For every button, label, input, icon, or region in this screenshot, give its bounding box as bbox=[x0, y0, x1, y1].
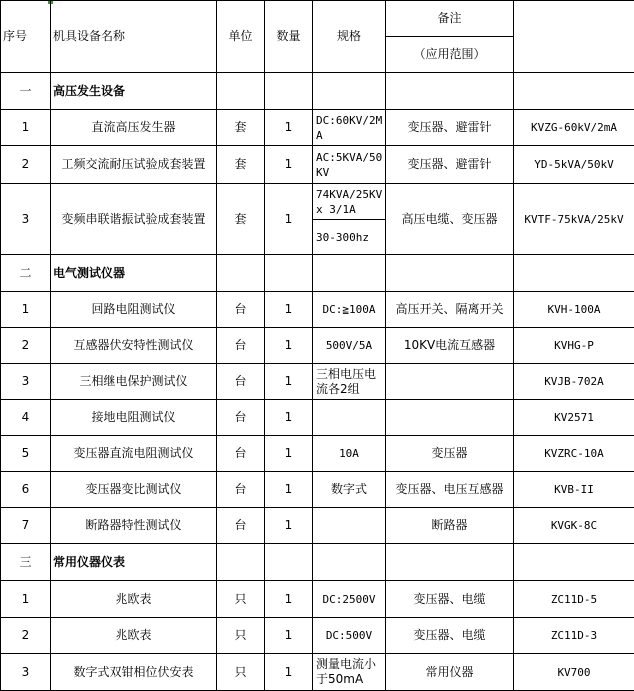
table-row bbox=[1, 184, 634, 220]
empty-cell bbox=[265, 255, 313, 292]
row-unit: 台 bbox=[217, 364, 265, 400]
empty-cell bbox=[386, 544, 514, 581]
row-index: 3 bbox=[1, 184, 51, 255]
row-qty: 1 bbox=[265, 292, 313, 328]
table-row bbox=[1, 472, 634, 508]
row-spec: DC:60KV/2MA bbox=[313, 110, 386, 146]
row-model: KVH-100A bbox=[514, 292, 634, 328]
row-index: 2 bbox=[1, 618, 51, 654]
section-row bbox=[1, 255, 634, 292]
empty-cell bbox=[217, 544, 265, 581]
row-model: KVB-II bbox=[514, 472, 634, 508]
table-row bbox=[1, 292, 634, 328]
table-row bbox=[1, 146, 634, 184]
row-model: KVHG-P bbox=[514, 328, 634, 364]
row-model: KVJB-702A bbox=[514, 364, 634, 400]
row-index: 1 bbox=[1, 110, 51, 146]
table-row bbox=[1, 328, 634, 364]
empty-cell bbox=[313, 544, 386, 581]
table-row bbox=[1, 364, 634, 400]
table-row bbox=[1, 508, 634, 544]
row-name: 接地电阻测试仪 bbox=[51, 400, 217, 436]
row-note: 变压器、电缆 bbox=[386, 581, 514, 618]
row-spec: 500V/5A bbox=[313, 328, 386, 364]
row-qty: 1 bbox=[265, 400, 313, 436]
header-note-sub: （应用范围） bbox=[386, 37, 514, 73]
row-unit: 台 bbox=[217, 328, 265, 364]
row-note bbox=[386, 400, 514, 436]
row-name: 兆欧表 bbox=[51, 581, 217, 618]
section-title: 常用仪器仪表 bbox=[51, 544, 217, 581]
row-unit: 套 bbox=[217, 146, 265, 184]
row-note: 常用仪器 bbox=[386, 654, 514, 691]
row-spec: DC:500V bbox=[313, 618, 386, 654]
header-model bbox=[514, 1, 634, 73]
header-unit: 单位 bbox=[217, 1, 265, 73]
row-name: 断路器特性测试仪 bbox=[51, 508, 217, 544]
empty-cell bbox=[265, 544, 313, 581]
empty-cell bbox=[386, 255, 514, 292]
row-note: 变压器 bbox=[386, 436, 514, 472]
row-unit: 台 bbox=[217, 436, 265, 472]
row-index: 2 bbox=[1, 146, 51, 184]
section-number: 一 bbox=[1, 73, 51, 110]
row-unit: 套 bbox=[217, 184, 265, 255]
row-qty: 1 bbox=[265, 328, 313, 364]
row-unit: 只 bbox=[217, 581, 265, 618]
row-name: 工频交流耐压试验成套装置 bbox=[51, 146, 217, 184]
row-note: 10KV电流互感器 bbox=[386, 328, 514, 364]
row-unit: 台 bbox=[217, 472, 265, 508]
row-index: 7 bbox=[1, 508, 51, 544]
row-qty: 1 bbox=[265, 110, 313, 146]
row-index: 3 bbox=[1, 364, 51, 400]
row-spec: 测量电流小于50mA bbox=[313, 654, 386, 691]
header-spec: 规格 bbox=[313, 1, 386, 73]
row-spec bbox=[313, 400, 386, 436]
row-qty: 1 bbox=[265, 436, 313, 472]
row-unit: 台 bbox=[217, 508, 265, 544]
row-index: 6 bbox=[1, 472, 51, 508]
row-note: 变压器、电缆 bbox=[386, 618, 514, 654]
row-qty: 1 bbox=[265, 508, 313, 544]
row-note: 变压器、电压互感器 bbox=[386, 472, 514, 508]
row-note: 高压开关、隔离开关 bbox=[386, 292, 514, 328]
row-spec: 10A bbox=[313, 436, 386, 472]
row-name: 三相继电保护测试仪 bbox=[51, 364, 217, 400]
empty-cell bbox=[313, 73, 386, 110]
row-name: 互感器伏安特性测试仪 bbox=[51, 328, 217, 364]
row-model: YD-5kVA/50kV bbox=[514, 146, 634, 184]
section-number: 二 bbox=[1, 255, 51, 292]
header-index: 序号 bbox=[1, 1, 51, 73]
row-name: 变压器变比测试仪 bbox=[51, 472, 217, 508]
empty-cell bbox=[514, 255, 634, 292]
row-qty: 1 bbox=[265, 581, 313, 618]
row-name: 变压器直流电阻测试仪 bbox=[51, 436, 217, 472]
row-spec: 数字式 bbox=[313, 472, 386, 508]
row-note: 变压器、避雷针 bbox=[386, 110, 514, 146]
row-unit: 只 bbox=[217, 654, 265, 691]
row-index: 3 bbox=[1, 654, 51, 691]
row-index: 4 bbox=[1, 400, 51, 436]
empty-cell bbox=[386, 73, 514, 110]
header-note: 备注 bbox=[386, 1, 514, 37]
table-row bbox=[1, 400, 634, 436]
empty-cell bbox=[514, 544, 634, 581]
row-model: ZC11D-3 bbox=[514, 618, 634, 654]
row-note: 变压器、避雷针 bbox=[386, 146, 514, 184]
row-spec: 三相电压电流各2组 bbox=[313, 364, 386, 400]
row-qty: 1 bbox=[265, 618, 313, 654]
row-unit: 套 bbox=[217, 110, 265, 146]
row-unit: 台 bbox=[217, 292, 265, 328]
row-model: KVGK-8C bbox=[514, 508, 634, 544]
row-spec: AC:5KVA/50KV bbox=[313, 146, 386, 184]
row-index: 1 bbox=[1, 292, 51, 328]
header-name: 机具设备名称 bbox=[51, 1, 217, 73]
row-model: KV2571 bbox=[514, 400, 634, 436]
row-note: 高压电缆、变压器 bbox=[386, 184, 514, 255]
row-name: 回路电阻测试仪 bbox=[51, 292, 217, 328]
table-row bbox=[1, 110, 634, 146]
row-qty: 1 bbox=[265, 654, 313, 691]
table-row bbox=[1, 618, 634, 654]
row-unit: 只 bbox=[217, 618, 265, 654]
row-qty: 1 bbox=[265, 364, 313, 400]
row-unit: 台 bbox=[217, 400, 265, 436]
row-model: KV700 bbox=[514, 654, 634, 691]
row-name: 直流高压发生器 bbox=[51, 110, 217, 146]
row-name: 变频串联谐振试验成套装置 bbox=[51, 184, 217, 255]
row-model: ZC11D-5 bbox=[514, 581, 634, 618]
section-title: 高压发生设备 bbox=[51, 73, 217, 110]
row-index: 5 bbox=[1, 436, 51, 472]
row-index: 2 bbox=[1, 328, 51, 364]
row-spec: 74KVA/25KV x 3/1A bbox=[313, 184, 386, 220]
row-spec-secondary: 30-300hz bbox=[313, 220, 386, 255]
row-qty: 1 bbox=[265, 184, 313, 255]
row-index: 1 bbox=[1, 581, 51, 618]
row-name: 数字式双钳相位伏安表 bbox=[51, 654, 217, 691]
empty-cell bbox=[217, 255, 265, 292]
section-number: 三 bbox=[1, 544, 51, 581]
empty-cell bbox=[265, 73, 313, 110]
section-row bbox=[1, 73, 634, 110]
header-row bbox=[1, 1, 634, 37]
empty-cell bbox=[514, 73, 634, 110]
row-name: 兆欧表 bbox=[51, 618, 217, 654]
table-row bbox=[1, 436, 634, 472]
row-spec bbox=[313, 508, 386, 544]
section-title: 电气测试仪器 bbox=[51, 255, 217, 292]
row-note: 断路器 bbox=[386, 508, 514, 544]
section-row bbox=[1, 544, 634, 581]
row-model: KVZRC-10A bbox=[514, 436, 634, 472]
row-model: KVTF-75kVA/25kV bbox=[514, 184, 634, 255]
row-spec: DC:2500V bbox=[313, 581, 386, 618]
row-spec: DC:≧100A bbox=[313, 292, 386, 328]
table-row bbox=[1, 581, 634, 618]
row-qty: 1 bbox=[265, 146, 313, 184]
row-model: KVZG-60kV/2mA bbox=[514, 110, 634, 146]
row-qty: 1 bbox=[265, 472, 313, 508]
row-note bbox=[386, 364, 514, 400]
header-qty: 数量 bbox=[265, 1, 313, 73]
empty-cell bbox=[217, 73, 265, 110]
empty-cell bbox=[313, 255, 386, 292]
